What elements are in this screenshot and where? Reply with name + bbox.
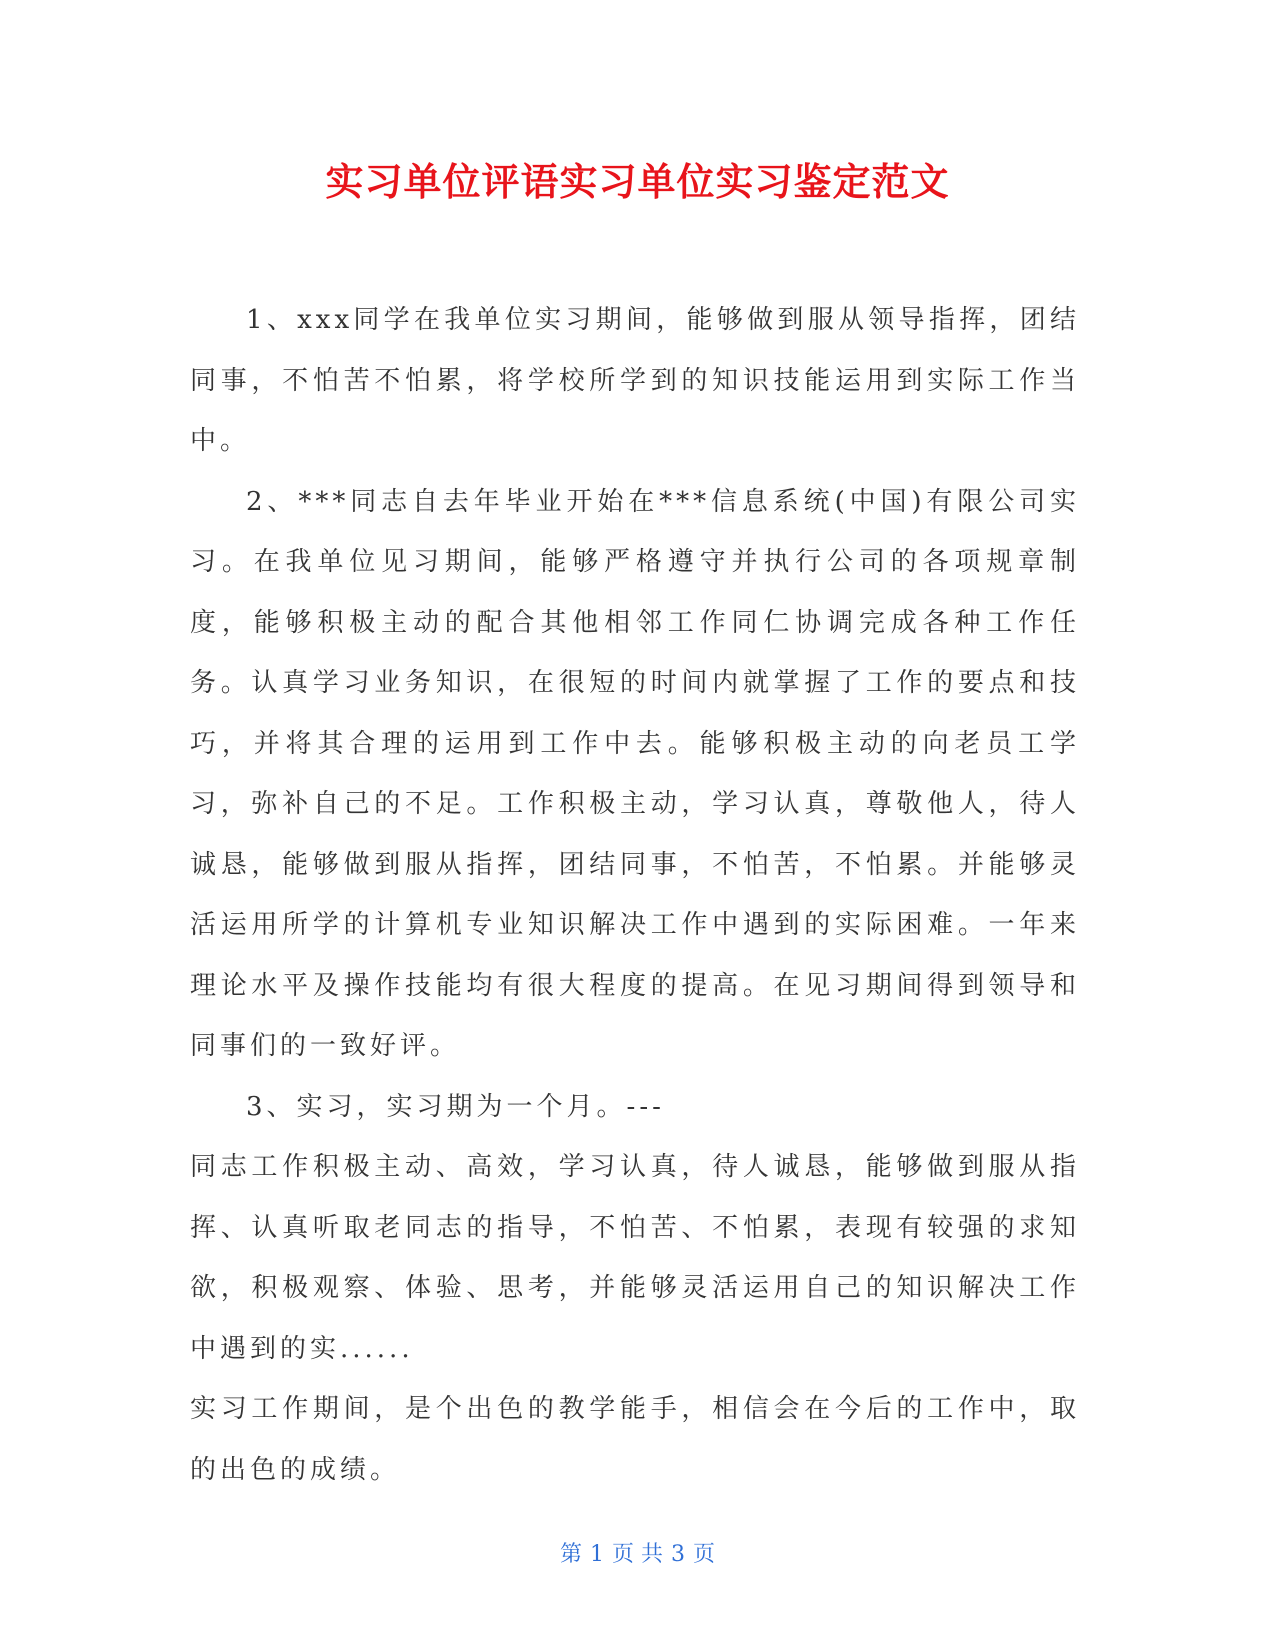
footer-current-page: 1 (590, 1542, 604, 1567)
footer-total-pages: 3 (671, 1542, 685, 1567)
paragraph-3: 3、实习，实习期为一个月。--- (246, 1091, 665, 1122)
document-body (190, 290, 1080, 1500)
paragraph-1: 1、xxx同学在我单位实习期间，能够做到服从领导指挥，团结同事，不怕苦不怕累，将学校所学到的知识技能运用到实际工作当中。 (190, 305, 1080, 456)
footer-label-of: 页 共 (612, 1542, 663, 1567)
paragraph-2: 2、***同志自去年毕业开始在***信息系统(中国)有限公司实习。在我单位见习期间，能够严格遵守并执行公司的各项规章制度，能够积极主动的配合其他相邻工作同仁协调完成各种工作任务。认真学习业务知识，在很短的时间内就掌握了工作的要点和技巧，并将其合理的运用到工作中去。能够积极主动的向老员工学习，弥补自己的不足。工作积极主动，学习认真，尊敬他人，待人诚恳，能够做到服从指挥，团结同事，不怕苦，不怕累。并能够灵活运用所学的计算机专业知识解决工作中遇到的实际困难。一年来理论水平及操作技能均有很大程度的提高。在见习期间得到领导和同事们的一致好评。 (190, 486, 1080, 1061)
paragraph-5: 实习工作期间，是个出色的教学能手，相信会在今后的工作中，取的出色的成绩。 (190, 1394, 1080, 1485)
document-title: 实习单位评语实习单位实习鉴定范文 (325, 160, 950, 204)
footer-label-end: 页 (693, 1542, 716, 1567)
footer-label-page: 第 (559, 1542, 582, 1567)
page-footer (0, 1540, 1275, 1570)
paragraph-4: 同志工作积极主动、高效，学习认真，待人诚恳，能够做到服从指挥、认真听取老同志的指导，不怕苦、不怕累，表现有较强的求知欲，积极观察、体验、思考，并能够灵活运用自己的知识解决工作中遇到的实...... (190, 1152, 1080, 1364)
